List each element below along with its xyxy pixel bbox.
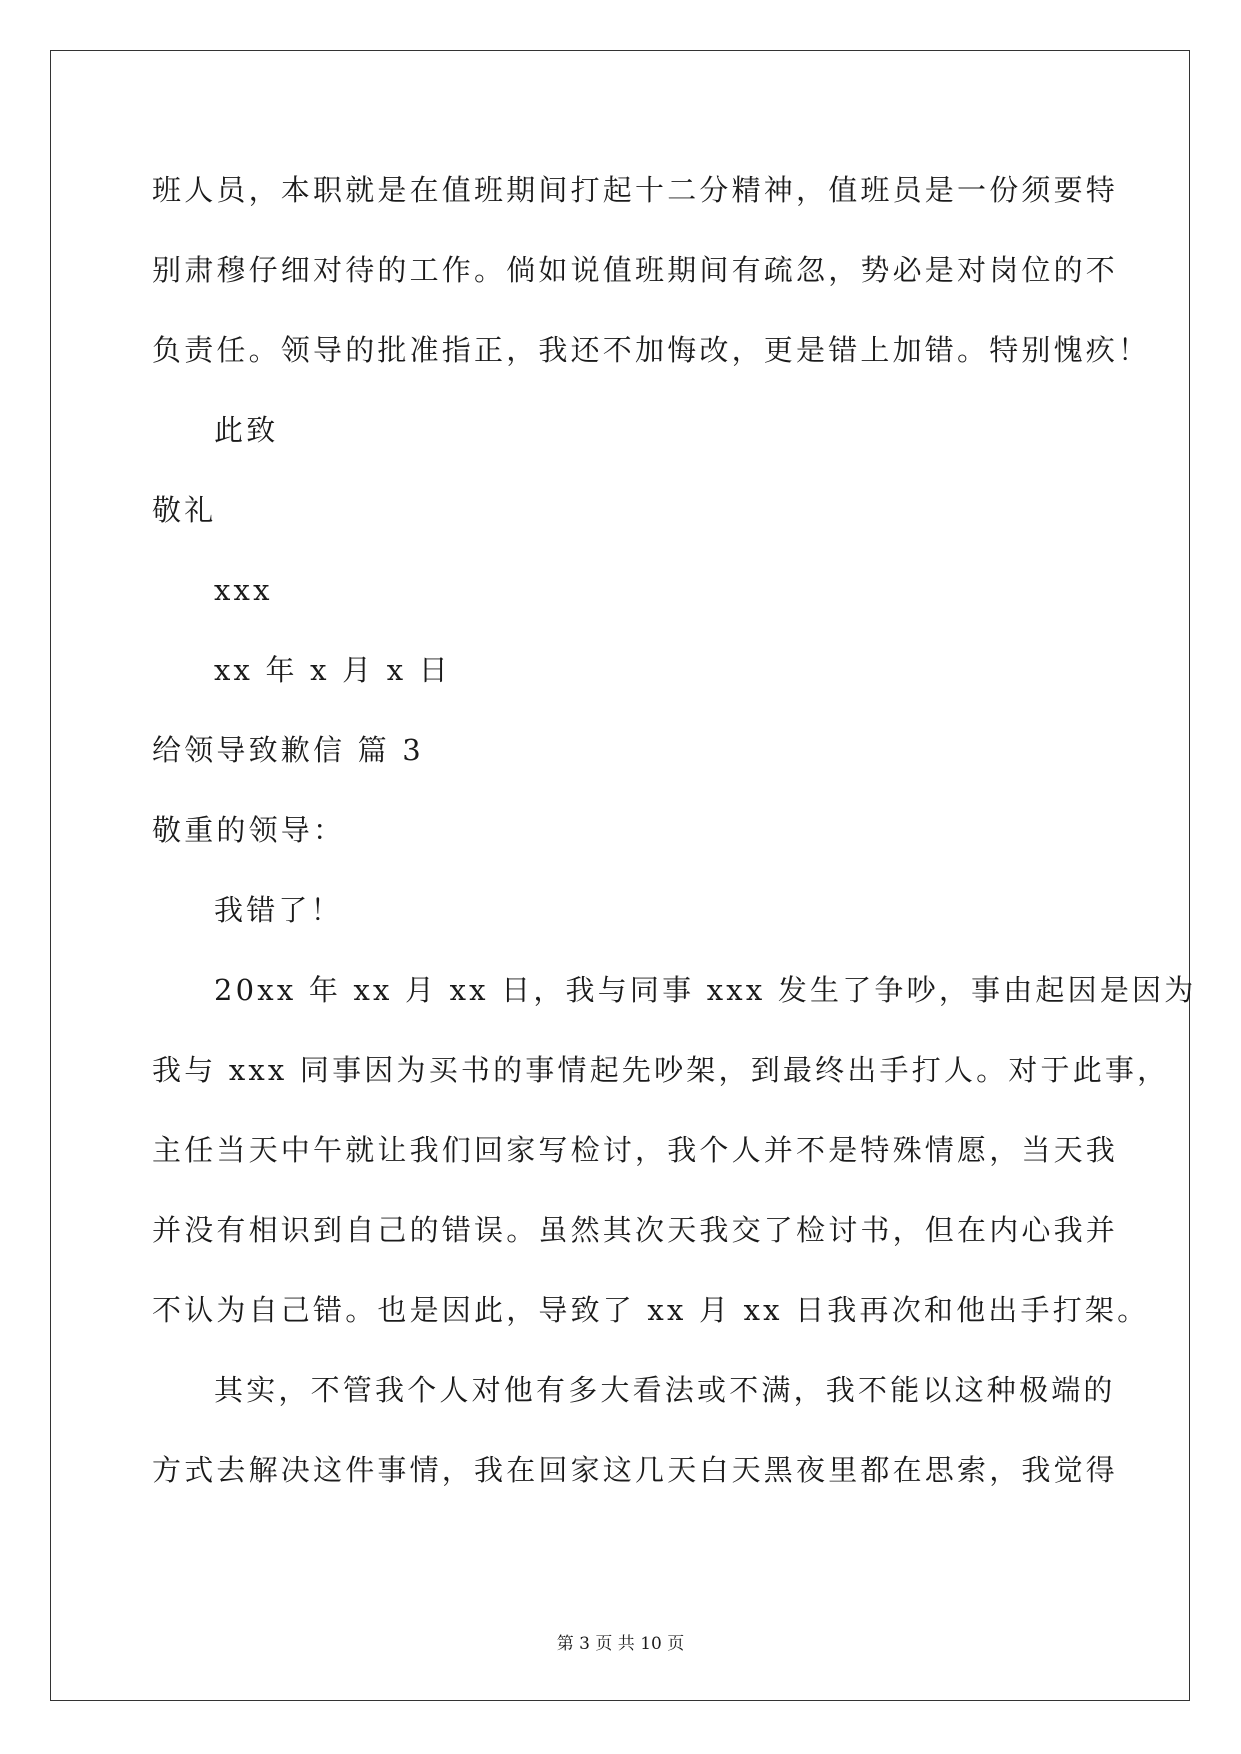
body-line: 其实，不管我个人对他有多大看法或不满，我不能以这种极端的	[214, 1373, 1116, 1407]
body-line: 班人员，本职就是在值班期间打起十二分精神，值班员是一份须要特	[152, 173, 1119, 207]
body-line: 不认为自己错。也是因此，导致了 xx 月 xx 日我再次和他出手打架。	[152, 1293, 1150, 1327]
page-number: 第 3 页 共 10 页	[556, 1634, 685, 1654]
body-line: 主任当天中午就让我们回家写检讨，我个人并不是特殊情愿，当天我	[152, 1133, 1119, 1167]
closing-regards: 敬礼	[152, 493, 217, 527]
body-line: 20xx 年 xx 月 xx 日，我与同事 xxx 发生了争吵，事由起因是因为	[214, 973, 1197, 1007]
section-heading: 给领导致歉信 篇 3	[152, 733, 424, 767]
body-line: 方式去解决这件事情，我在回家这几天白天黑夜里都在思索，我觉得	[152, 1453, 1119, 1487]
signature-date: xx 年 x 月 x 日	[214, 653, 451, 687]
letter-greeting: 敬重的领导：	[152, 813, 346, 847]
body-line: 我错了！	[214, 893, 343, 927]
body-line: 别肃穆仔细对待的工作。倘如说值班期间有疏忽，势必是对岗位的不	[152, 253, 1119, 287]
body-line: 负责任。领导的批准指正，我还不加悔改，更是错上加错。特别愧疚！	[152, 333, 1151, 367]
closing-salutation: 此致	[214, 413, 279, 447]
body-line: 我与 xxx 同事因为买书的事情起先吵架，到最终出手打人。对于此事，	[152, 1053, 1170, 1087]
body-line: 并没有相识到自己的错误。虽然其次天我交了检讨书，但在内心我并	[152, 1213, 1119, 1247]
signature-name: xxx	[214, 573, 273, 607]
